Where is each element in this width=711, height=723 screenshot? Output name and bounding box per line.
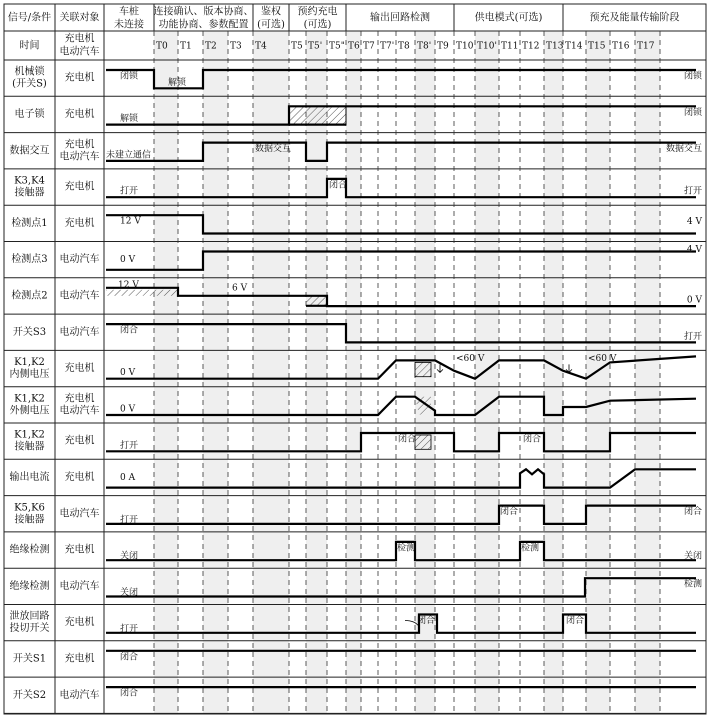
time-point-label: T6 [348,41,360,52]
state-s1: 闭合 [120,652,139,663]
row-object-k1k2: 充电机 [64,435,95,447]
phase-reserve-l2: (可选) [303,19,332,31]
state-k1k2-in: <60 V [588,353,617,364]
state-data-exchange: 数据交互 [665,144,702,155]
time-object-2: 电动汽车 [59,46,100,58]
time-point-label: T5 [291,41,303,52]
state-k5k6: 闭合 [683,507,702,518]
row-signal-cp3: 检测点3 [11,254,48,266]
state-insul-charger: 检测 [521,543,540,554]
state-cp1: 12 V [120,216,141,227]
state-k3k4: 闭合 [329,180,348,191]
time-point-label: T10' [477,41,497,52]
phase-auth-l2: (可选) [257,19,285,31]
time-point-label: T12 [522,41,540,52]
row-object-k1k2-in: 充电机 [64,363,95,375]
time-point-label: T17 [637,41,655,52]
state-insul-charger: 关闭 [120,551,139,562]
time-point-label: T5" [329,41,345,52]
time-point-label: T5' [308,41,323,52]
time-point-label: T15 [588,41,606,52]
row-object-s3: 电动汽车 [59,326,100,338]
state-e-lock: 闭锁 [683,107,702,118]
time-point-label: T14 [565,41,583,52]
phase-auth-l1: 鉴权 [261,6,281,18]
state-discharge: 打开 [120,624,139,635]
k1k2-in-hatch [415,362,431,376]
shade-band-8 [586,31,610,714]
row-object-data-exchange: 充电机 [64,139,95,151]
phase-disconnected-l2: 未连接 [114,19,144,31]
row-signal-k1k2-in: K1,K2 [14,357,45,369]
state-k1k2-in: <60 V [456,353,485,364]
state-discharge: 闭合 [417,616,436,626]
time-point-label: T7 [363,41,375,52]
time-point-label: T2 [205,41,217,52]
state-out-current: 0 A [120,473,136,484]
time-label: 时间 [19,40,40,52]
phase-precharge: 预充及能量传输阶段 [589,12,680,24]
state-s2: 闭合 [120,688,139,699]
row-object-k5k6: 电动汽车 [59,508,100,520]
row-signal-k3k4: 接触器 [14,187,45,199]
state-k5k6: 打开 [120,515,139,526]
state-data-exchange: 数据交互 [255,144,292,155]
cp2-hatch-1 [106,290,178,296]
state-cp2: 0 V [686,295,702,306]
row-object-cp2: 电动汽车 [59,290,100,302]
row-object-k1k2-out: 充电机 [64,393,95,405]
time-point-label: T11 [501,41,519,52]
shade-band-6 [475,31,499,714]
row-signal-insul-ev: 绝缘检测 [9,580,50,592]
state-k3k4: 打开 [683,186,702,197]
row-signal-s3: 开关S3 [12,326,47,338]
shade-band-9 [635,31,660,714]
state-cp2: 12 V [118,280,139,291]
state-cp1: 4 V [686,217,702,227]
state-insul-ev: 检测 [683,579,702,590]
time-point-label: T16 [612,41,630,52]
state-insul-charger: 关闭 [683,551,702,562]
row-object-e-lock: 充电机 [64,108,95,120]
row-object-insul-ev: 电动汽车 [59,580,100,592]
row-signal-k1k2-in: 内侧电压 [9,369,50,381]
state-cp2: 6 V [232,283,248,294]
row-object-k1k2-out: 电动汽车 [59,405,100,417]
e-lock-transition [289,106,346,124]
row-object-discharge: 充电机 [64,617,95,629]
time-point-label: T0 [156,41,168,52]
row-object-insul-charger: 充电机 [64,544,95,556]
row-object-mech-lock: 充电机 [64,72,95,84]
row-signal-k1k2: 接触器 [14,441,45,453]
state-k1k2: 闭合 [523,434,542,445]
row-object-k3k4: 充电机 [64,181,95,193]
time-point-label: T8 [398,41,410,52]
time-point-label: T7' [380,41,395,52]
header-signal: 信号/条件 [7,12,52,24]
time-point-label: T4 [255,41,267,52]
time-point-label: T10 [456,41,474,52]
state-k5k6: 闭合 [500,507,519,518]
row-signal-s1: 开关S1 [12,653,47,665]
shade-band-4 [346,31,361,714]
row-object-s2: 电动汽车 [59,689,100,701]
state-mech-lock: 解锁 [168,77,187,88]
time-point-label: T1 [180,41,192,52]
row-object-cp3: 电动汽车 [59,254,100,266]
state-insul-charger: 检测 [397,543,416,554]
shade-band-3 [306,31,327,714]
state-k1k2: 打开 [120,440,139,451]
phase-output_check: 输出回路检测 [370,12,430,24]
shade-band-2 [253,31,292,714]
state-mech-lock: 闭锁 [120,71,139,82]
row-signal-k1k2-out: K1,K2 [14,393,45,405]
state-k1k2: 闭合 [398,434,417,445]
state-mech-lock: 闭锁 [683,71,702,82]
row-signal-k5k6: 接触器 [14,514,45,526]
row-signal-discharge: 投切开关 [9,623,50,635]
state-insul-ev: 关闭 [120,588,139,598]
k1k2-hatch [415,435,431,449]
phase-supply: 供电模式(可选) [474,12,543,24]
state-e-lock: 解锁 [120,114,139,125]
state-s3: 闭合 [120,325,139,336]
row-signal-k1k2: K1,K2 [14,429,45,441]
phase-reserve-l1: 预约充电 [297,6,338,18]
header-object: 关联对象 [59,12,100,24]
row-signal-cp1: 检测点1 [11,217,48,229]
row-signal-k5k6: K5,K6 [14,502,45,514]
v60-arrow-icon [437,364,443,372]
row-signal-mech-lock: (开关S) [12,78,47,90]
time-point-label: T3 [230,41,242,52]
state-k3k4: 打开 [120,186,139,197]
shade-band-7 [544,31,563,714]
time-point-label: T13 [546,41,564,52]
row-signal-discharge: 泄放回路 [9,611,50,623]
phase-disconnected-l1: 车桩 [119,6,139,18]
time-object-1: 充电机 [64,33,95,45]
cp2-hatch-2 [306,296,327,306]
row-signal-k1k2-out: 外侧电压 [9,405,50,417]
row-signal-out-current: 输出电流 [9,471,50,483]
row-object-data-exchange: 电动汽车 [59,151,100,163]
row-signal-cp2: 检测点2 [11,290,48,302]
state-data-exchange: 未建立通信 [106,150,152,161]
row-object-s1: 充电机 [64,653,95,665]
state-k1k2-out: 0 V [120,404,136,415]
row-signal-data-exchange: 数据交互 [9,145,50,157]
shade-band-0 [154,31,178,714]
row-signal-e-lock: 电子锁 [14,108,45,120]
shade-band-1 [203,31,228,714]
row-signal-s2: 开关S2 [12,689,47,701]
time-point-label: T9 [437,41,449,52]
state-cp3: 0 V [120,255,136,265]
state-cp3: 4 V [686,245,702,255]
phase-handshake-l2: 功能协商、参数配置 [158,19,249,31]
row-signal-k3k4: K3,K4 [14,175,45,187]
row-object-out-current: 充电机 [64,471,95,483]
row-object-cp1: 充电机 [64,217,95,229]
state-s3: 打开 [683,331,702,342]
time-point-label: T8' [417,41,432,52]
state-k1k2-in: 0 V [120,368,136,379]
phase-handshake-l1: 连接确认、版本协商、 [153,6,254,18]
row-signal-mech-lock: 机械锁 [14,66,45,78]
state-discharge: 闭合 [566,616,585,626]
row-signal-insul-charger: 绝缘检测 [9,544,50,556]
